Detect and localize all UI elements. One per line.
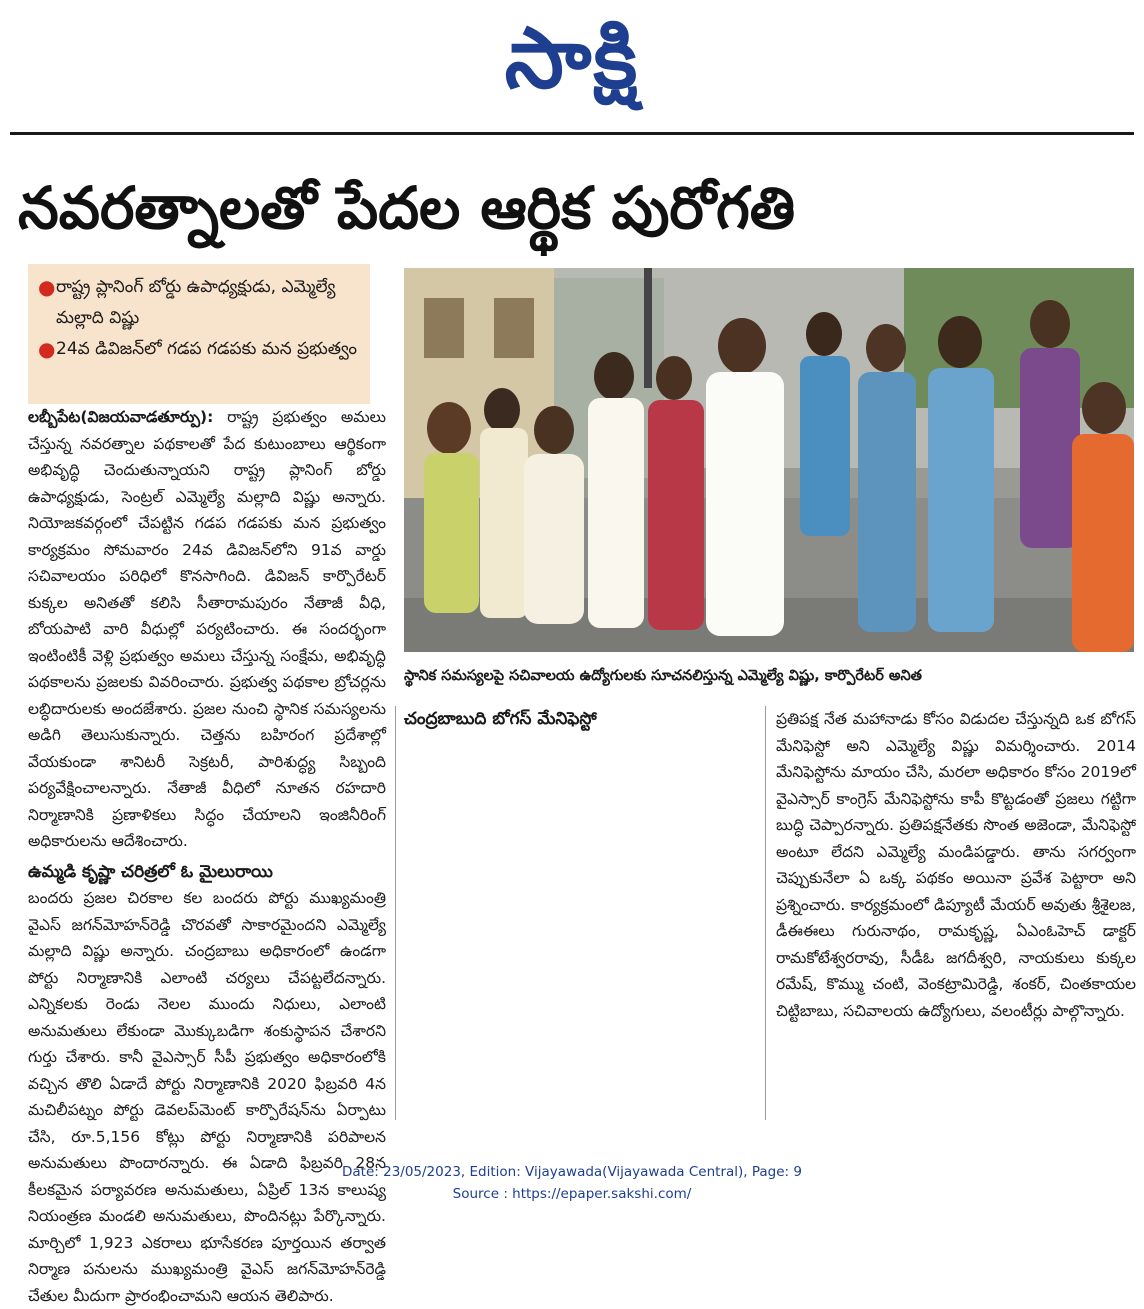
photo-illustration <box>404 268 1134 652</box>
subheading: ఉమ్మడి కృష్ణా చరిత్రలో ఓ మైలురాయి <box>28 861 273 882</box>
article-paragraph <box>28 885 386 1309</box>
article-intro <box>28 404 386 855</box>
article-subheading-line <box>404 706 754 733</box>
footer-source: Source : https://epaper.sakshi.com/ <box>452 1186 692 1202</box>
highlight-text: 24వ డివిజన్‌లో గడప గడపకు మన ప్రభుత్వం <box>56 339 357 359</box>
bullet-icon: ● <box>38 275 56 299</box>
masthead <box>0 8 1144 108</box>
article-column-1 <box>28 404 386 1305</box>
subheading: చంద్రబాబుది బోగస్ మేనిఫెస్టో <box>404 709 597 729</box>
bullet-icon: ● <box>38 337 56 361</box>
highlight-item <box>38 334 360 365</box>
article-column-3 <box>776 706 1136 1120</box>
article-paragraph: ప్రతిపక్ష నేత మహానాడు కోసం విడుదల చేస్తున్నది ఒక బోగస్ మేనిఫెస్టో అని ఎమ్మెల్యే విష్ణు విమర్శించారు. 2014 మేనిఫెస్టోను మాయం చేసి, మరలా అధికారం కోసం 2019లో వైఎస్సార్ కాంగ్రెస్ మేనిఫెస్టోను కాపీ కొట్టడంతో ప్రజలు గట్టిగా బుద్ధి చెప్పారన్నారు. ప్రతిపక్షనేతకు సొంత అజెండా, మేనిఫెస్టో అంటూ లేదని ఎమ్మెల్యే మండిపడ్డారు. తాను సగర్వంగా చెప్పుకునేలా ఏ ఒక్క పథకం అయినా ప్రవేశ పెట్టారా అని ప్రశ్నించారు. కార్యక్రమంలో డిప్యూటీ మేయర్ అవుతు శ్రీశైలజ, డీఈఈలు గురునాథం, రామకృష్ణ, ఏఎంఓహెచ్ డాక్టర్ రామకోటేశ్వరరావు, సీడీఓ జగదీశ్వరి, నాయకులు కుక్కల రమేష్, కొమ్ము చంటి, వెంకట్రామిరెడ్డి, శంకర్, చింతకాయల చిట్టిబాబు, సచివాలయ ఉద్యోగులు, వలంటీర్లు పాల్గొన్నారు. <box>776 710 1136 1020</box>
dateline: లబ్బీపేట(విజయవాడతూర్పు): <box>28 408 214 426</box>
photo-caption: స్థానిక సమస్యలపై సచివాలయ ఉద్యోగులకు సూచనలిస్తున్న ఎమ్మెల్యే విష్ణు, కార్పొరేటర్ అనిత <box>404 668 922 684</box>
news-photo <box>404 268 1134 652</box>
headline: నవరత్నాలతో పేదల ఆర్థిక పురోగతి <box>18 174 796 242</box>
highlight-text: రాష్ట్ర ప్లానింగ్ బోర్డు ఉపాధ్యక్షుడు, ఎమ్మెల్యే మల్లాది విష్ణు <box>56 277 336 328</box>
highlight-item <box>38 272 360 334</box>
footer-date: Date: 23/05/2023, Edition: Vijayawada(Vijayawada Central), Page: 9 <box>342 1164 802 1180</box>
highlights-box <box>28 264 370 404</box>
column-divider <box>395 706 396 1120</box>
top-rule <box>10 132 1134 135</box>
column-divider <box>765 706 766 1120</box>
article-text: బందరు ప్రజల చిరకాల కల బందరు పోర్టు ముఖ్యమంత్రి వైఎస్ జగన్‌మోహన్‌రెడ్డి చొరవతో సాకారమైందని ఎమ్మెల్యే మల్లాది విష్ణు అన్నారు. చంద్రబాబు అధికారంలో ఉండగా పోర్టు నిర్మాణానికి ఎలాంటి చర్యలు చేపట్టలేదన్నారు. ఎన్నికలకు రెండు నెలల ముందు నిధులు, ఎలాంటి అనుమతులు లేకుండా మొక్కుబడిగా శంకుస్థాపన చేశారని గుర్తు చేశారు. కానీ వైఎస్సార్ సీపీ ప్రభుత్వం అధికారంలోకి వచ్చిన తొలి ఏడాదే పోర్టు నిర్మాణానికి 2020 ఫిబ్రవరి 4న మచిలీపట్నం పోర్టు డెవలప్‌మెంట్ కార్పొరేషన్‌ను ఏర్పాటు చేసి, రూ.5,156 కోట్లు పోర్టు నిర్మాణానికి పరిపాలన అనుమతులు పొందారన్నారు. ఈ ఏడాది ఫిబ్రవరి 28న కీలకమైన పర్యావరణ అనుమతులు, ఏప్రిల్ 13న కాలుష్య నియంత్రణ మండలి అనుమతులు, పొందినట్లు పేర్కొన్నారు. మార్చిలో 1,923 ఎకరాలు భూసేకరణ పూర్తయిన తర్వాత నిర్మాణ పనులను ముఖ్యమంత్రి వైఎస్ జగన్‌మోహన్‌రెడ్డి చేతుల మీదుగా ప్రారంభించామని ఆయన తెలిపారు. <box>28 889 386 1305</box>
article-paragraph: రాష్ట్ర ప్రభుత్వం అమలు చేస్తున్న నవరత్నాల పథకాలతో పేద కుటుంబాలు ఆర్థికంగా అభివృద్ధి చెందుతున్నాయని రాష్ట్ర ప్లానింగ్ బోర్డు ఉపాధ్యక్షుడు, సెంట్రల్ ఎమ్మెల్యే మల్లాది విష్ణు అన్నారు. నియోజకవర్గంలో చేపట్టిన గడప గడపకు మన ప్రభుత్వం కార్యక్రమం సోమవారం 24వ డివిజన్‌లోని 91వ వార్డు సచివాలయం పరిధిలో కొనసాగింది. డివిజన్ కార్పొరేటర్ కుక్కల అనితతో కలిసి సీతారామపురం నేతాజీ వీధి, బోయపాటి వారి వీధుల్లో పర్యటించారు. ఈ సందర్భంగా ఇంటింటికీ వెళ్లి ప్రభుత్వం అమలు చేస్తున్న సంక్షేమ, అభివృద్ధి పథకాలను ప్రజలకు వివరించారు. ప్రభుత్వ పథకాల బ్రోచర్లను లబ్ధిదారులకు అందజేశారు. ప్రజల నుంచి స్థానిక సమస్యలను అడిగి తెలుసుకున్నారు. చెత్తను బహిరంగ ప్రదేశాల్లో వేయకుండా శానిటరీ సెక్రటరీ, పారిశుద్ధ్య సిబ్బంది పర్యవేక్షించాలన్నారు. నేతాజీ వీధిలో నూతన రహదారి నిర్మాణానికి ప్రణాళికలు సిద్ధం చేయాలని ఇంజినీరింగ్ అధికారులను ఆదేశించారు. <box>28 408 386 850</box>
article-column-2 <box>404 706 754 1120</box>
masthead-logo: సాక్షి <box>504 9 640 107</box>
